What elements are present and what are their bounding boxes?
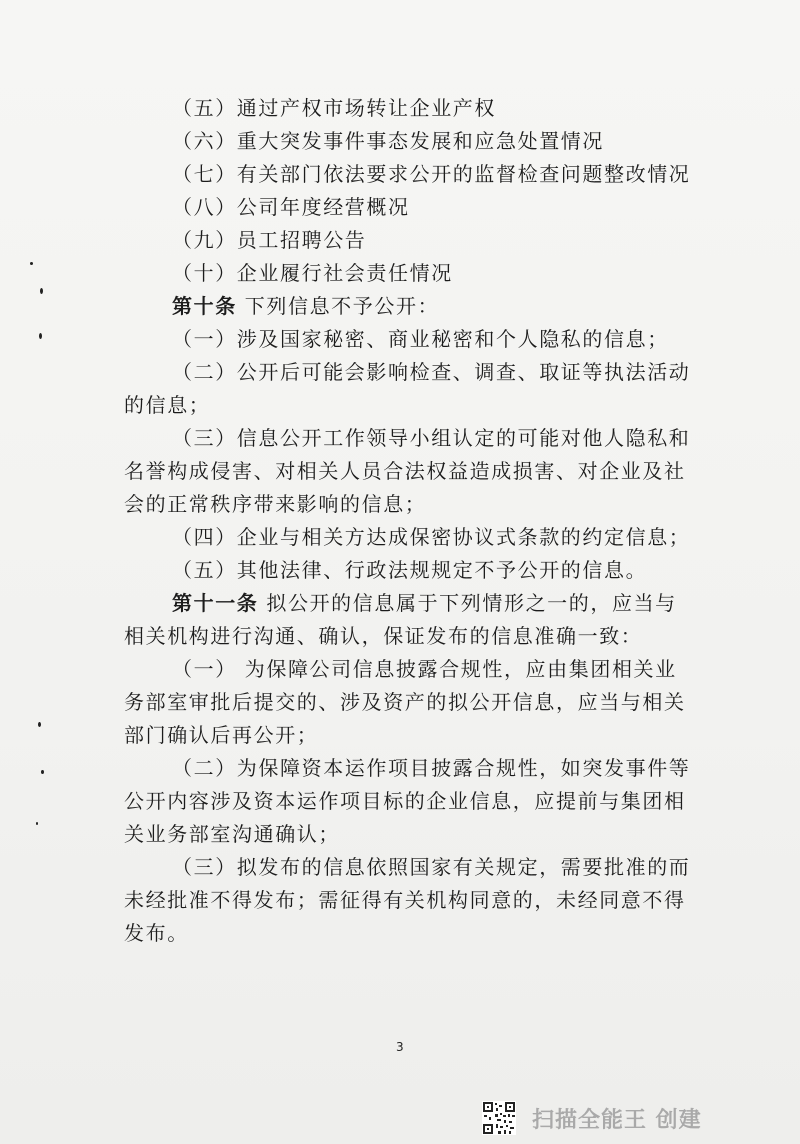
scan-speck: [38, 722, 41, 727]
qr-code-icon: [482, 1101, 516, 1135]
scan-speck: [30, 262, 33, 265]
list-item: （三）拟发布的信息依照国家有关规定，需要批准的而: [172, 855, 691, 879]
article-heading: 第十一条: [172, 591, 259, 615]
list-item: （四）企业与相关方达成保密协议式条款的约定信息；: [172, 525, 691, 549]
continuation-line: 相关机构进行沟通、确认，保证发布的信息准确一致：: [124, 624, 643, 648]
list-item: （十）企业履行社会责任情况: [172, 261, 453, 285]
article-10: [124, 290, 684, 323]
page-number: 3: [396, 1040, 404, 1054]
article-heading: 第十条: [172, 294, 237, 318]
scan-speck: [39, 333, 42, 339]
continuation-line: 的信息；: [124, 393, 211, 417]
list-item: （六）重大突发事件事态发展和应急处置情况: [172, 129, 604, 153]
list-item: （五）通过产权市场转让企业产权: [172, 96, 496, 120]
continuation-line: 关业务部室沟通确认；: [124, 822, 340, 846]
list-item: （一） 为保障公司信息披露合规性，应由集团相关业: [172, 657, 677, 681]
continuation-line: 未经批准不得发布；需征得有关机构同意的，未经同意不得: [124, 888, 686, 912]
article-text: 拟公开的信息属于下列情形之一的，应当与: [258, 591, 677, 615]
list-item: （一）涉及国家秘密、商业秘密和个人隐私的信息；: [172, 327, 669, 351]
scan-speck: [41, 770, 44, 774]
watermark-text: 扫描全能王 创建: [532, 1107, 702, 1133]
list-item: （九）员工招聘公告: [172, 228, 367, 252]
list-item: （三）信息公开工作领导小组认定的可能对他人隐私和: [172, 426, 691, 450]
article-text: 下列信息不予公开：: [236, 294, 440, 318]
scanner-watermark: [482, 1100, 702, 1136]
list-item: （二）公开后可能会影响检查、调查、取证等执法活动: [172, 360, 691, 384]
list-item: （八）公司年度经营概况: [172, 195, 410, 219]
continuation-line: 会的正常秩序带来影响的信息；: [124, 492, 427, 516]
list-item: （二）为保障资本运作项目披露合规性，如突发事件等: [172, 756, 691, 780]
continuation-line: 发布。: [124, 921, 189, 945]
scan-speck: [40, 288, 43, 294]
continuation-line: 部门确认后再公开；: [124, 723, 319, 747]
continuation-line: 公开内容涉及资本运作项目标的企业信息，应提前与集团相: [124, 789, 686, 813]
list-item: （五）其他法律、行政法规规定不予公开的信息。: [172, 558, 648, 582]
continuation-line: 务部室审批后提交的、涉及资产的拟公开信息，应当与相关: [124, 690, 686, 714]
article-11: [124, 587, 684, 620]
list-item: （七）有关部门依法要求公开的监督检查问题整改情况: [172, 162, 691, 186]
document-body: [124, 92, 691, 950]
continuation-line: 名誉构成侵害、对相关人员合法权益造成损害、对企业及社: [124, 459, 686, 483]
scan-speck: [36, 822, 38, 825]
